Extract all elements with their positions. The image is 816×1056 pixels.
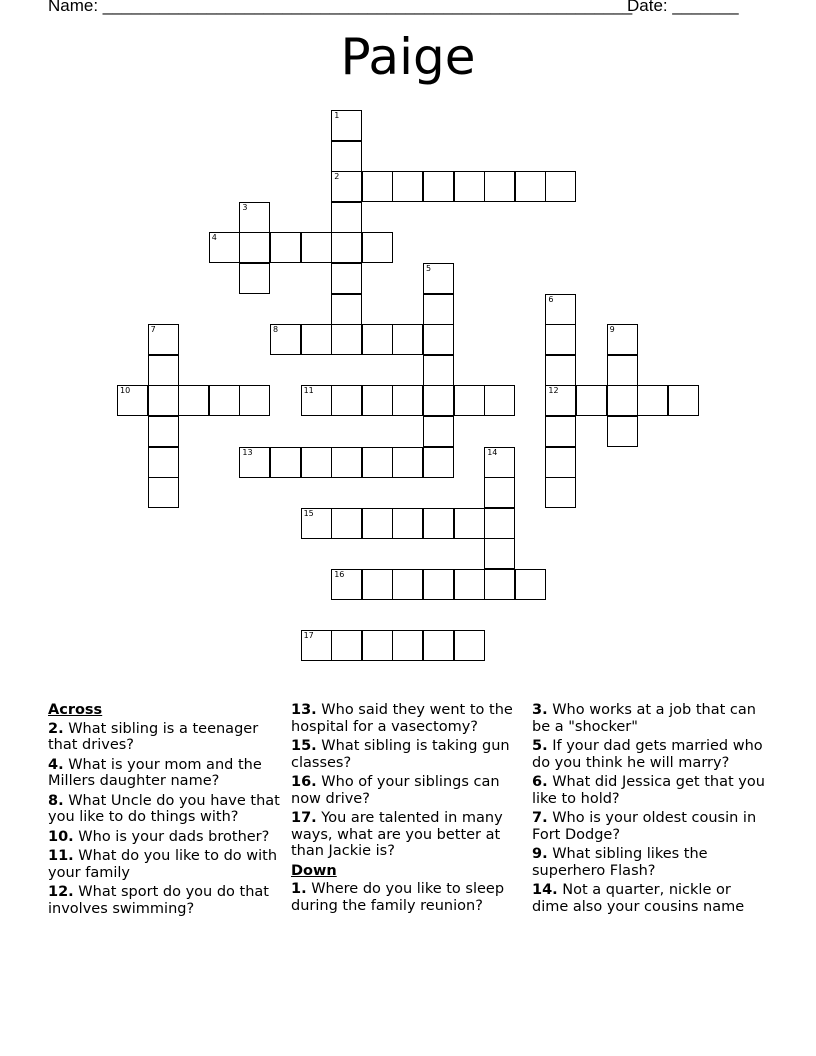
grid-cell[interactable]: [362, 171, 393, 202]
grid-cell[interactable]: [362, 232, 393, 263]
clue-text: What do you like to do with your family: [48, 848, 278, 881]
clue-number: 11.: [48, 848, 74, 864]
grid-cell[interactable]: [148, 447, 179, 478]
clue-text: You are talented in many ways, what are you better at than Jackie is?: [291, 810, 503, 859]
clue-down-1: [291, 881, 523, 914]
clue-text: Who said they went to the hospital for a vasectomy?: [291, 702, 513, 735]
clue-across-4: [48, 757, 286, 790]
cell-number: 3: [242, 202, 248, 212]
grid-cell[interactable]: [423, 294, 454, 325]
clue-text: What did Jessica get that you like to hold?: [532, 774, 765, 807]
grid-cell[interactable]: [301, 447, 332, 478]
grid-cell[interactable]: [515, 569, 546, 600]
grid-cell[interactable]: [178, 385, 209, 416]
grid-cell[interactable]: [484, 477, 515, 508]
cell-number: 15: [303, 508, 314, 518]
grid-cell[interactable]: [362, 385, 393, 416]
grid-cell[interactable]: [331, 171, 362, 202]
clue-across-13: [291, 702, 523, 735]
grid-cell[interactable]: [331, 263, 362, 294]
page-title: Paige: [340, 28, 476, 86]
grid-cell[interactable]: [239, 263, 270, 294]
clue-number: 9.: [532, 846, 548, 862]
grid-cell[interactable]: [423, 324, 454, 355]
grid-cell[interactable]: [545, 385, 576, 416]
down-heading: Down: [291, 862, 337, 879]
grid-cell[interactable]: [484, 171, 515, 202]
grid-cell[interactable]: [607, 355, 638, 386]
clue-number: 7.: [532, 810, 548, 826]
grid-cell[interactable]: [545, 477, 576, 508]
grid-cell[interactable]: [362, 508, 393, 539]
grid-cell[interactable]: [392, 385, 423, 416]
grid-cell[interactable]: [392, 447, 423, 478]
cell-number: 12: [548, 386, 559, 396]
grid-cell[interactable]: [454, 385, 485, 416]
clue-across-17: [291, 810, 523, 860]
grid-cell[interactable]: [148, 416, 179, 447]
clue-number: 12.: [48, 884, 74, 900]
clue-text: What is your mom and the Millers daughter name?: [48, 756, 262, 789]
grid-cell[interactable]: [392, 324, 423, 355]
grid-cell[interactable]: [331, 324, 362, 355]
grid-cell[interactable]: [423, 263, 454, 294]
grid-cell[interactable]: [301, 232, 332, 263]
clue-across-2: [48, 721, 286, 754]
grid-cell[interactable]: [239, 202, 270, 233]
grid-cell[interactable]: [545, 171, 576, 202]
grid-cell[interactable]: [545, 355, 576, 386]
grid-cell[interactable]: [515, 171, 546, 202]
grid-cell[interactable]: [270, 232, 301, 263]
grid-cell[interactable]: [239, 232, 270, 263]
clue-number: 6.: [532, 774, 548, 790]
clue-text: What Uncle do you have that you like to do things with?: [48, 792, 280, 825]
grid-cell[interactable]: [392, 508, 423, 539]
clue-text: What sibling is taking gun classes?: [291, 738, 510, 771]
grid-cell[interactable]: [423, 569, 454, 600]
grid-cell[interactable]: [301, 630, 332, 661]
cell-number: 11: [303, 386, 314, 396]
grid-cell[interactable]: [576, 385, 607, 416]
clue-down-9: [532, 846, 770, 879]
grid-cell[interactable]: [331, 385, 362, 416]
cell-number: 5: [426, 264, 432, 273]
grid-cell[interactable]: [331, 141, 362, 172]
grid-cell[interactable]: [484, 447, 515, 478]
clue-number: 13.: [291, 702, 317, 718]
grid-cell[interactable]: [423, 630, 454, 661]
cell-number: 4: [211, 233, 217, 243]
cell-number: 17: [303, 631, 314, 641]
grid-cell[interactable]: [331, 294, 362, 325]
grid-cell[interactable]: [484, 385, 515, 416]
clue-text: What sibling likes the superhero Flash?: [532, 846, 708, 879]
grid-cell[interactable]: [607, 416, 638, 447]
grid-cell[interactable]: [148, 324, 179, 355]
grid-cell[interactable]: [423, 171, 454, 202]
clue-text: Who is your dads brother?: [78, 828, 270, 845]
clue-across-15: [291, 738, 523, 771]
grid-cell[interactable]: [423, 355, 454, 386]
grid-cell[interactable]: [484, 569, 515, 600]
grid-cell[interactable]: [362, 630, 393, 661]
grid-cell[interactable]: [362, 447, 393, 478]
grid-cell[interactable]: [454, 630, 485, 661]
cell-number: 6: [548, 294, 554, 304]
cell-number: 13: [242, 447, 253, 457]
clue-number: 16.: [291, 774, 317, 790]
grid-cell[interactable]: [454, 569, 485, 600]
grid-cell[interactable]: [331, 508, 362, 539]
cell-number: 10: [120, 386, 131, 396]
grid-cell[interactable]: [117, 385, 148, 416]
grid-cell[interactable]: [484, 508, 515, 539]
grid-cell[interactable]: [270, 324, 301, 355]
cell-number: 7: [150, 325, 156, 335]
grid-cell[interactable]: [545, 416, 576, 447]
cell-number: 8: [273, 325, 279, 335]
grid-cell[interactable]: [362, 569, 393, 600]
grid-cell[interactable]: [239, 385, 270, 416]
grid-cell[interactable]: [362, 324, 393, 355]
clue-number: 10.: [48, 828, 74, 845]
clues-column-1: [48, 702, 286, 920]
clue-across-12: [48, 884, 286, 917]
across-heading: Across: [48, 702, 103, 718]
clue-number: 1.: [291, 881, 307, 897]
clue-down-6: [532, 774, 770, 807]
clue-text: Who is your oldest cousin in Fort Dodge?: [532, 810, 757, 843]
clue-text: Who works at a job that can be a "shocker": [532, 702, 756, 735]
clue-text: Who of your siblings can now drive?: [291, 774, 500, 807]
grid-cell[interactable]: [423, 447, 454, 478]
grid-cell[interactable]: [484, 538, 515, 569]
grid-cell[interactable]: [331, 232, 362, 263]
grid-cell[interactable]: [423, 416, 454, 447]
grid-cell[interactable]: [148, 385, 179, 416]
grid-cell[interactable]: [607, 324, 638, 355]
grid-cell[interactable]: [454, 508, 485, 539]
clue-text: Where do you like to sleep during the family reunion?: [291, 881, 505, 914]
grid-cell[interactable]: [423, 508, 454, 539]
clue-text: What sport do you do that involves swimming?: [48, 884, 269, 917]
grid-cell[interactable]: [392, 569, 423, 600]
cell-number: 2: [334, 172, 340, 182]
clue-text: If your dad gets married who do you think he will marry?: [532, 738, 763, 771]
grid-cell[interactable]: [301, 508, 332, 539]
grid-cell[interactable]: [423, 385, 454, 416]
grid-cell[interactable]: [331, 447, 362, 478]
clue-number: 2.: [48, 720, 64, 737]
grid-cell[interactable]: [331, 110, 362, 141]
clue-number: 14.: [532, 882, 558, 898]
grid-cell[interactable]: [301, 385, 332, 416]
clue-text: Not a quarter, nickle or dime also your cousins name: [532, 882, 745, 915]
grid-cell[interactable]: [668, 385, 699, 416]
clue-across-16: [291, 774, 523, 807]
grid-cell[interactable]: [331, 569, 362, 600]
clue-number: 5.: [532, 738, 548, 754]
clue-number: 3.: [532, 702, 548, 718]
grid-cell[interactable]: [637, 385, 668, 416]
cell-number: 16: [334, 570, 345, 579]
grid-cell[interactable]: [301, 324, 332, 355]
clue-text: What sibling is a teenager that drives?: [48, 720, 259, 753]
grid-cell[interactable]: [331, 630, 362, 661]
grid-cell[interactable]: [607, 385, 638, 416]
grid-cell[interactable]: [239, 447, 270, 478]
clue-down-7: [532, 810, 770, 843]
grid-cell[interactable]: [270, 447, 301, 478]
cell-number: 1: [334, 111, 340, 120]
grid-cell[interactable]: [392, 171, 423, 202]
grid-cell[interactable]: [148, 477, 179, 508]
clues-column-3: [532, 702, 770, 918]
clue-down-14: [532, 882, 770, 915]
cell-number: 14: [487, 447, 498, 457]
clue-number: 4.: [48, 756, 64, 773]
clue-number: 15.: [291, 738, 317, 754]
date-field[interactable]: Date: _______: [627, 0, 739, 15]
clue-across-8: [48, 793, 286, 826]
grid-cell[interactable]: [545, 294, 576, 325]
clue-number: 17.: [291, 810, 317, 826]
grid-cell[interactable]: [331, 202, 362, 233]
cell-number: 9: [609, 325, 615, 335]
name-field[interactable]: Name: ________________________________________________________: [48, 0, 633, 15]
grid-cell[interactable]: [148, 355, 179, 386]
clue-number: 8.: [48, 792, 64, 809]
grid-cell[interactable]: [454, 171, 485, 202]
grid-cell[interactable]: [209, 232, 240, 263]
grid-cell[interactable]: [545, 447, 576, 478]
grid-cell[interactable]: [545, 324, 576, 355]
clue-down-5: [532, 738, 770, 771]
clues-column-2: [291, 702, 523, 917]
grid-cell[interactable]: [392, 630, 423, 661]
grid-cell[interactable]: [209, 385, 240, 416]
clue-across-11: [48, 848, 286, 881]
clue-down-3: [532, 702, 770, 735]
clue-across-10: [48, 829, 286, 846]
